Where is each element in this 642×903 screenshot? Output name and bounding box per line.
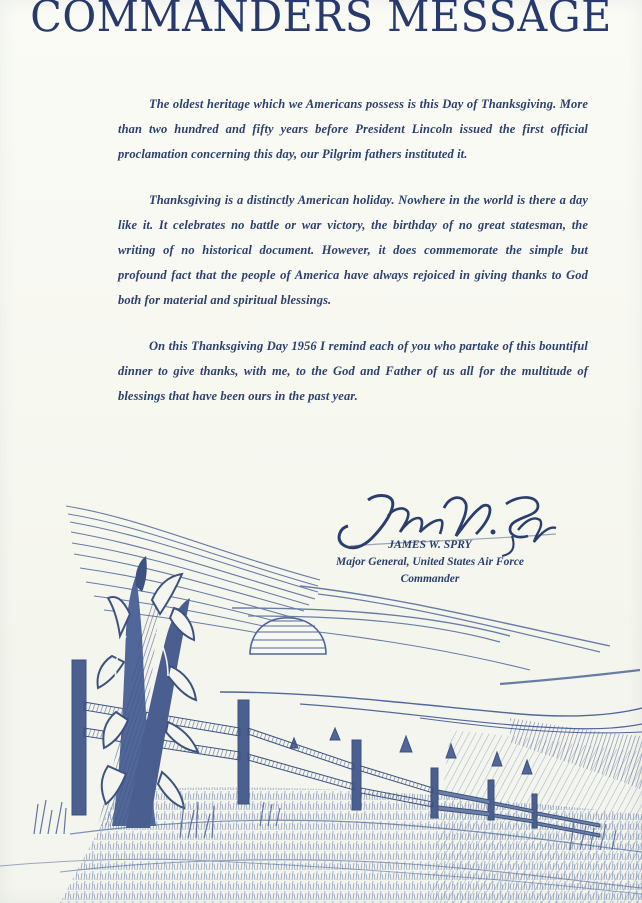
message-paragraph-2: Thanksgiving is a distinctly American holiday. Nowhere in the world is there a day like it. It celebrates no battle or war victory, the birthday of no great statesman, the writing of no historical document. However, it does commemorate the simple but profound fact that the people of America have always rejoiced in giving thanks to God both for material and spiritual blessings. <box>118 193 588 307</box>
sun-icon <box>250 618 326 654</box>
message-paragraph-3: On this Thanksgiving Day 1956 I remind each of you who partake of this bountiful dinner to give thanks, with me, to the God and Father of us all for the multitude of blessings that have been ours in the past year. <box>118 339 588 403</box>
message-body <box>118 92 588 431</box>
signature-block <box>290 486 590 596</box>
signer-role: Commander <box>400 573 460 585</box>
page-title: COMMANDERS MESSAGE <box>30 0 612 38</box>
message-paragraph-1: The oldest heritage which we Americans possess is this Day of Thanksgiving. More than two hundred and fifty years before President Lincoln issued the first official proclamation concerning this day, our Pilgrim fathers instituted it. <box>118 97 588 161</box>
signer-rank: Major General, United States Air Force <box>335 556 525 568</box>
signer-name: JAMES W. SPRY <box>388 539 472 551</box>
